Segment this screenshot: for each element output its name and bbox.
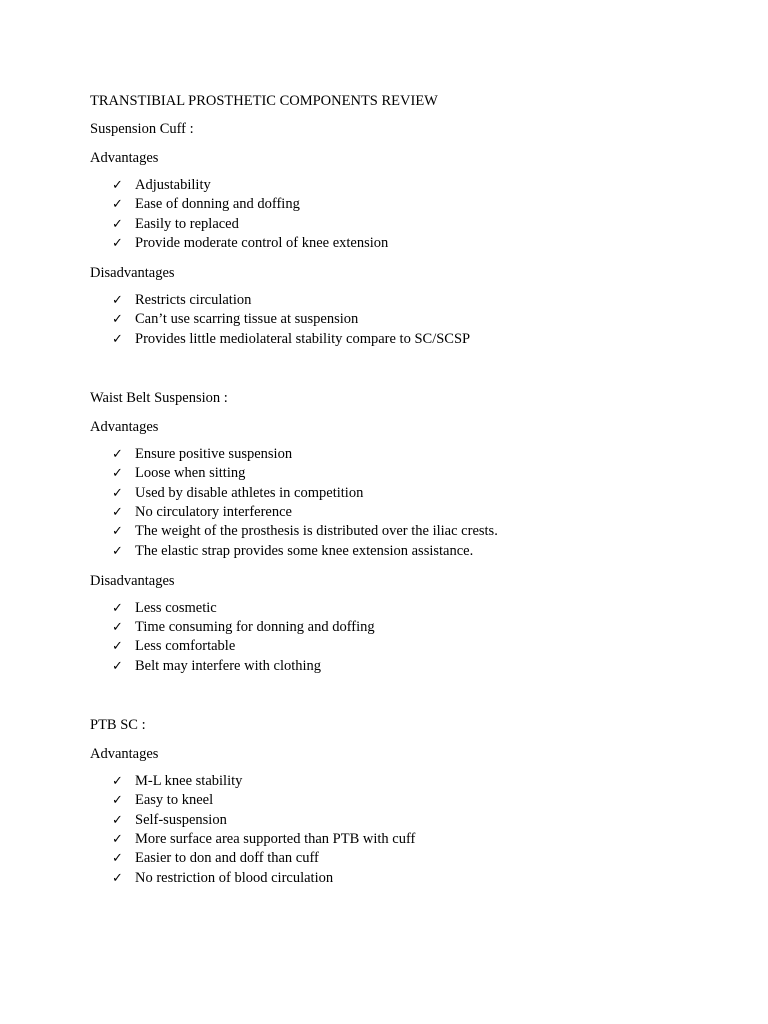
list-item: ✓ Less comfortable xyxy=(90,637,730,656)
check-mark-icon: ✓ xyxy=(112,197,123,213)
check-mark-icon: ✓ xyxy=(112,870,123,886)
check-mark-icon: ✓ xyxy=(112,620,123,636)
check-mark-icon: ✓ xyxy=(112,466,123,482)
advantages-heading: Advantages xyxy=(90,419,159,436)
advantages-heading: Advantages xyxy=(90,150,159,166)
section-spacer xyxy=(90,687,730,716)
check-mark-icon: ✓ xyxy=(112,178,123,193)
section-spacer xyxy=(90,360,730,389)
check-mark-icon: ✓ xyxy=(112,774,123,790)
list-item: ✓ Easier to don and doff than cuff xyxy=(90,849,730,868)
check-mark-icon: ✓ xyxy=(112,543,123,559)
disadvantages-list xyxy=(90,291,730,349)
list-item: ✓ Ease of donning and doffing xyxy=(90,195,730,214)
disadvantages-heading: Disadvantages xyxy=(90,572,175,589)
section-suspension-cuff xyxy=(90,120,730,349)
list-item: ✓ More surface area supported than PTB with cuff xyxy=(90,830,730,849)
check-mark-icon: ✓ xyxy=(112,639,123,655)
check-mark-icon: ✓ xyxy=(112,812,123,828)
list-item: ✓ Provides little mediolateral stability compare to SC/SCSP xyxy=(90,330,730,349)
check-mark-icon: ✓ xyxy=(112,447,123,463)
check-mark-icon: ✓ xyxy=(112,524,123,540)
section-ptb-sc xyxy=(90,716,730,888)
list-item: ✓ Belt may interfere with clothing xyxy=(90,657,730,676)
advantages-list xyxy=(90,176,730,253)
check-mark-icon: ✓ xyxy=(112,331,123,347)
document-page xyxy=(90,92,730,899)
list-item: ✓ Easy to kneel xyxy=(90,791,730,810)
list-item: ✓ Easily to replaced xyxy=(90,215,730,234)
list-item: ✓ Self-suspension xyxy=(90,811,730,830)
advantages-list xyxy=(90,772,730,888)
check-mark-icon: ✓ xyxy=(112,293,123,309)
list-item: ✓ Ensure positive suspension xyxy=(90,445,730,464)
list-item: ✓ Restricts circulation xyxy=(90,291,730,310)
check-mark-icon: ✓ xyxy=(112,235,123,251)
list-item: ✓ Used by disable athletes in competition xyxy=(90,484,730,503)
list-item: ✓ Can’t use scarring tissue at suspension xyxy=(90,310,730,329)
check-mark-icon: ✓ xyxy=(112,485,123,501)
list-item: ✓ Less cosmetic xyxy=(90,599,730,618)
list-item: ✓ No circulatory interference xyxy=(90,503,730,522)
section-heading: PTB SC : xyxy=(90,717,146,734)
document-title: TRANSTIBIAL PROSTHETIC COMPONENTS REVIEW xyxy=(90,93,438,109)
list-item: ✓ Provide moderate control of knee extension xyxy=(90,234,730,253)
check-mark-icon: ✓ xyxy=(112,216,123,232)
disadvantages-list xyxy=(90,599,730,676)
list-item: ✓ No restriction of blood circulation xyxy=(90,869,730,888)
advantages-heading: Advantages xyxy=(90,746,159,763)
check-mark-icon: ✓ xyxy=(112,793,123,809)
advantages-list xyxy=(90,445,730,561)
check-mark-icon: ✓ xyxy=(112,851,123,867)
section-waist-belt-suspension xyxy=(90,389,730,676)
check-mark-icon: ✓ xyxy=(112,600,123,616)
list-item: ✓ Time consuming for donning and doffing xyxy=(90,618,730,637)
section-heading: Waist Belt Suspension : xyxy=(90,390,228,407)
section-heading: Suspension Cuff : xyxy=(90,121,194,137)
check-mark-icon: ✓ xyxy=(112,658,123,674)
list-item: ✓ Loose when sitting xyxy=(90,464,730,483)
list-item: ✓ Adjustability xyxy=(90,176,730,195)
disadvantages-heading: Disadvantages xyxy=(90,265,175,282)
list-item: ✓ The elastic strap provides some knee extension assistance. xyxy=(90,542,730,561)
list-item: ✓ The weight of the prosthesis is distributed over the iliac crests. xyxy=(90,522,730,541)
list-item: ✓ M-L knee stability xyxy=(90,772,730,791)
check-mark-icon: ✓ xyxy=(112,831,123,847)
check-mark-icon: ✓ xyxy=(112,312,123,328)
check-mark-icon: ✓ xyxy=(112,504,123,520)
